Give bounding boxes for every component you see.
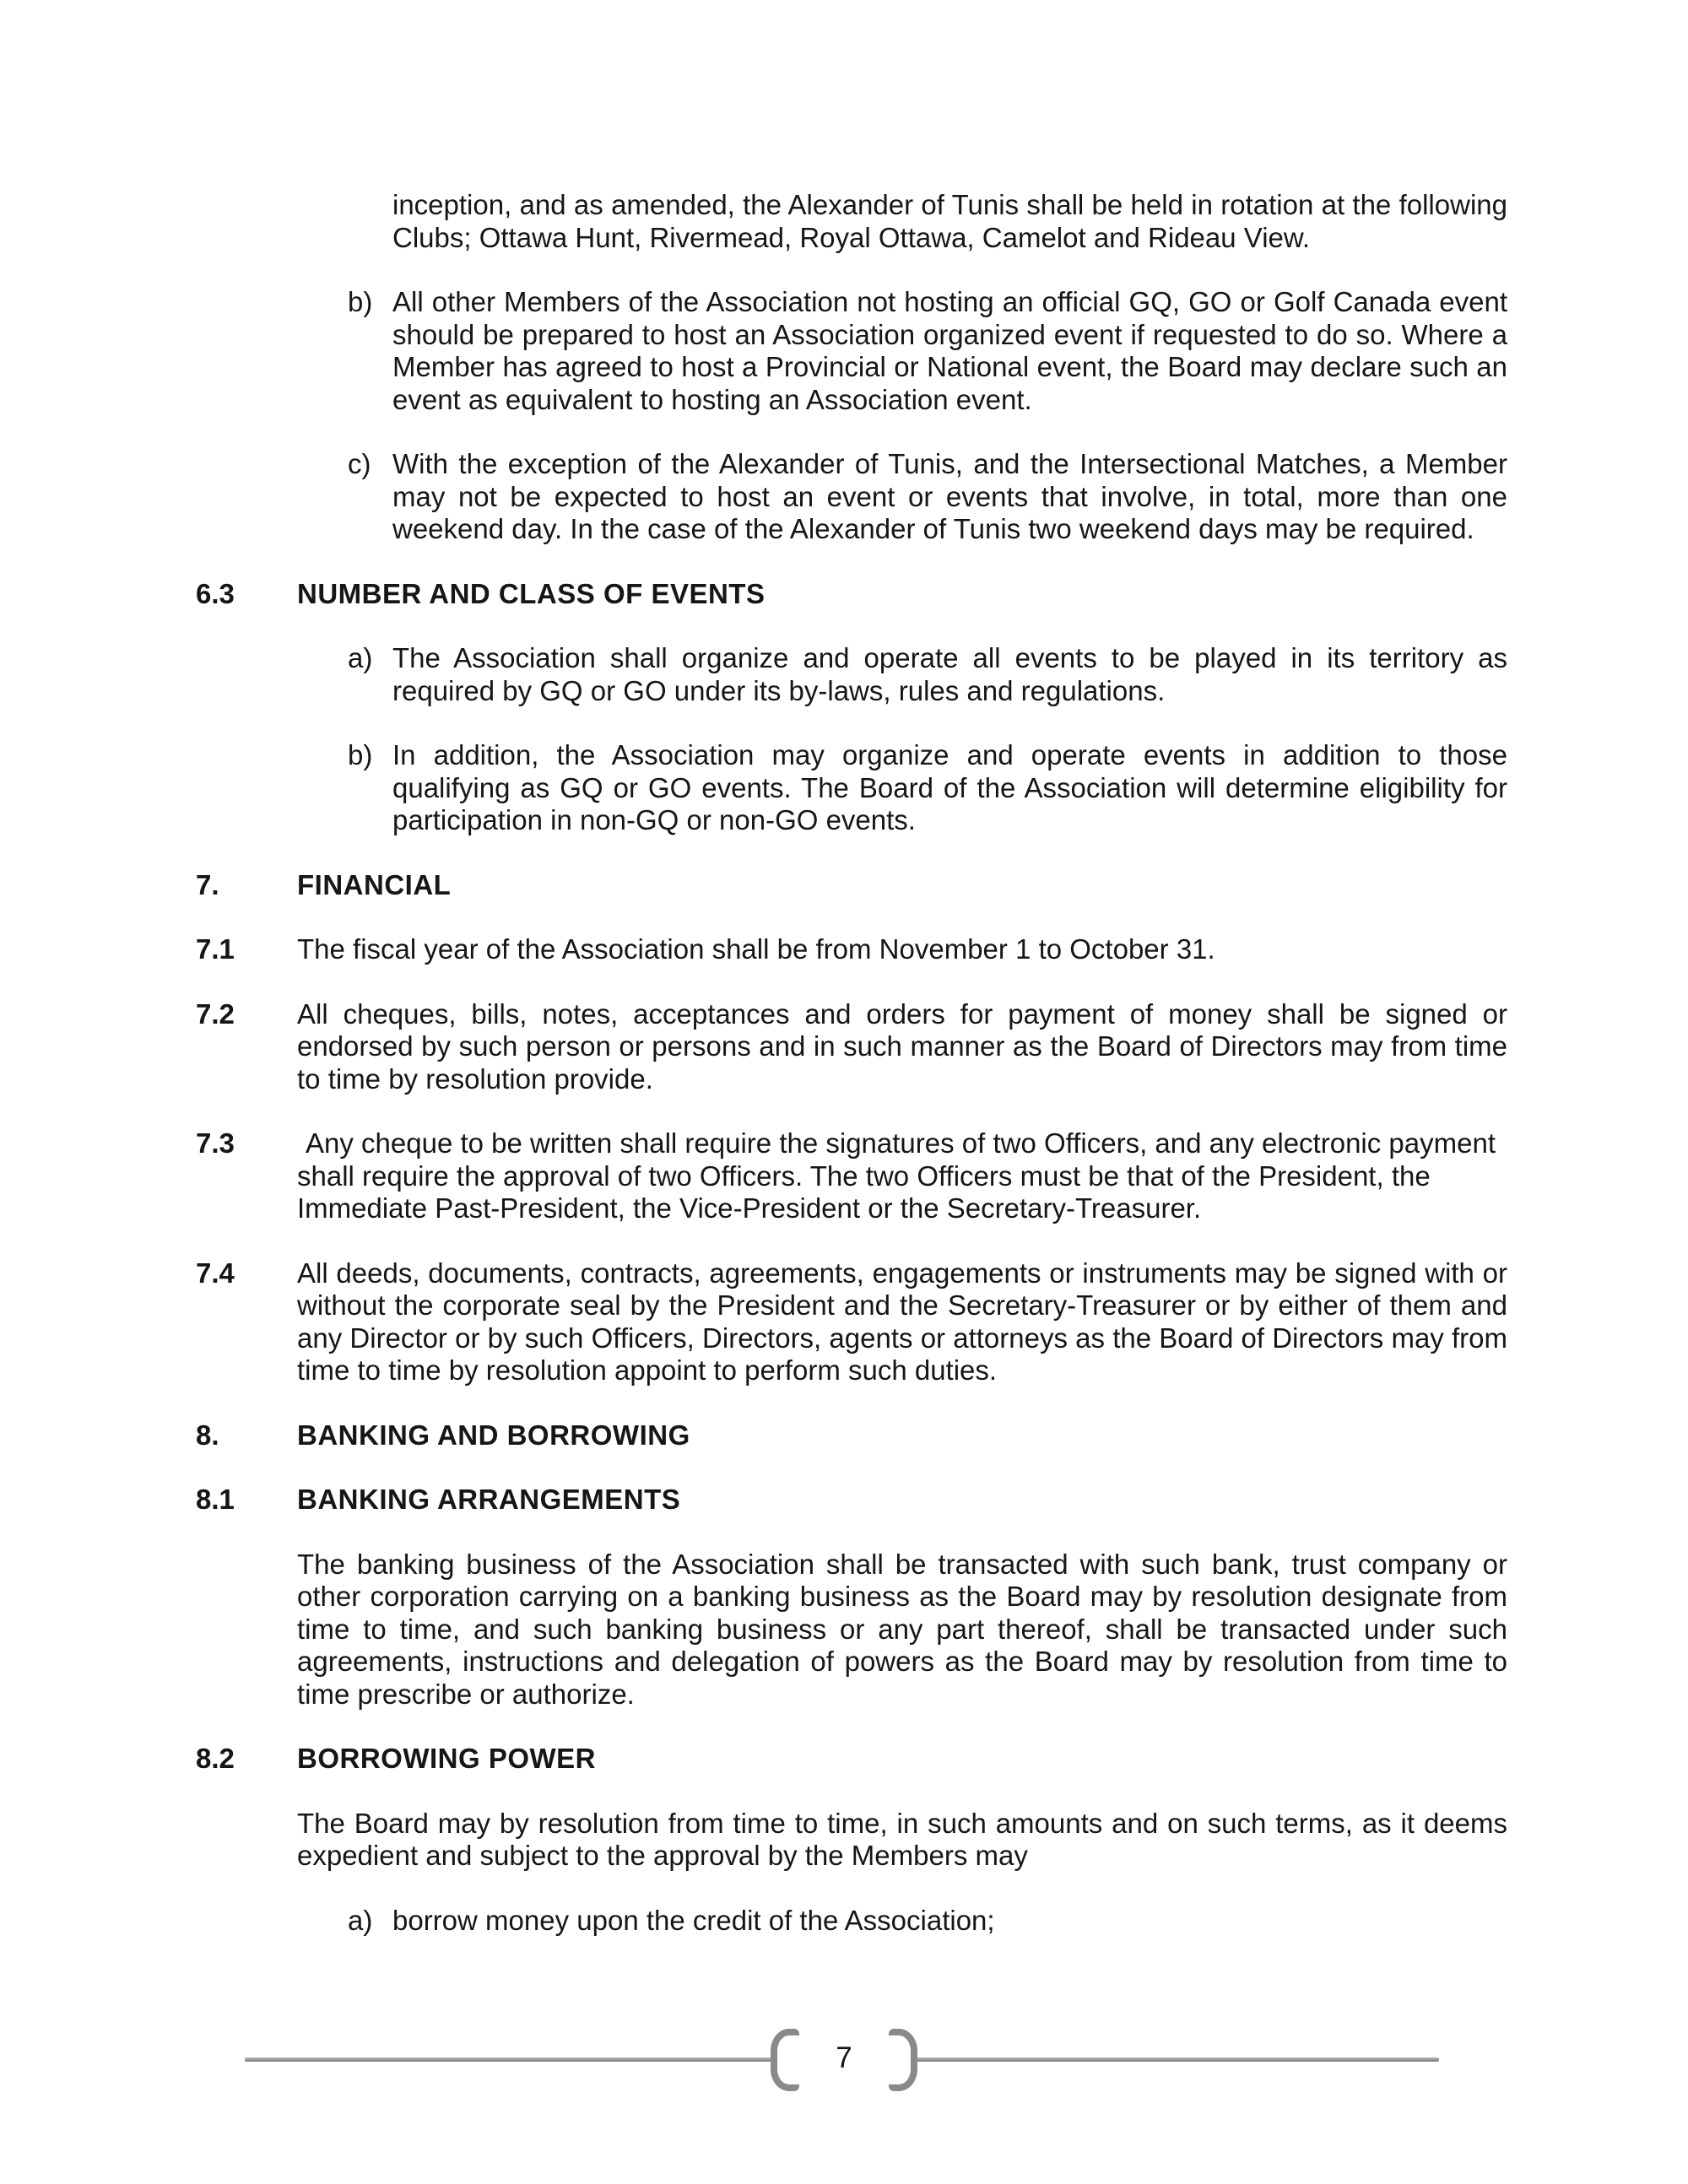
section-heading-text: FINANCIAL bbox=[297, 868, 452, 900]
list-item-text: The Association shall organize and operate all events to be played in its territory as required by GQ or GO under its by-laws, rules and regulations. bbox=[392, 642, 1507, 706]
page-number: 7 bbox=[836, 2041, 852, 2074]
paragraph-text: Any cheque to be written shall require the signatures of two Officers, and any electronic payment shall require the approval of two Officers. The two Officers must be that of the President, the Immediate Past-President, the Vice-President or the Secretary-Treasurer. bbox=[297, 1127, 1496, 1224]
section-heading bbox=[196, 578, 1507, 611]
section-heading bbox=[196, 1484, 1507, 1516]
paragraph-text: All deeds, documents, contracts, agreements, engagements or instruments may be signed with or without the corporate seal by the President and the Secretary-Treasurer or by either of them and any Director or by such Officers, Directors, agents or attorneys as the Board of Directors may from time to time by resolution appoint to perform such duties. bbox=[297, 1257, 1507, 1386]
section-heading-text: BORROWING POWER bbox=[297, 1743, 596, 1774]
footer-rule-right bbox=[916, 2057, 1439, 2062]
section-number-spacer bbox=[196, 1808, 297, 1873]
section-number-spacer bbox=[196, 1549, 297, 1711]
section-number: 7.3 bbox=[196, 1127, 235, 1159]
list-item-letter: b) bbox=[348, 739, 373, 770]
numbered-paragraph bbox=[196, 1127, 1507, 1225]
paragraph-text: The banking business of the Association shall be transacted with such bank, trust company or other corporation carrying on a banking business as the Board may by resolution designate from time to time, and such banking business or any part thereof, shall be transacted under such agreements, instructions and delegation of powers as the Board may by resolution from time to time prescribe or authorize. bbox=[297, 1548, 1507, 1710]
list-item-text: borrow money upon the credit of the Association; bbox=[392, 1904, 995, 1936]
section-number: 7.1 bbox=[196, 933, 235, 965]
list-item bbox=[196, 739, 1507, 837]
section-number-spacer bbox=[196, 189, 297, 254]
section-number-spacer bbox=[196, 286, 297, 416]
paragraph-text: inception, and as amended, the Alexander of Tunis shall be held in rotation at the following Clubs; Ottawa Hunt, Rivermead, Royal Ottawa, Camelot and Rideau View. bbox=[392, 189, 1507, 253]
list-item bbox=[196, 286, 1507, 416]
footer-bracket-left-icon bbox=[771, 2029, 799, 2091]
section-number: 8.1 bbox=[196, 1484, 235, 1515]
section-number: 7. bbox=[196, 868, 219, 900]
paragraph-text: The fiscal year of the Association shall be from November 1 to October 31. bbox=[297, 933, 1215, 965]
section-heading bbox=[196, 869, 1507, 902]
footer-bracket-right-icon bbox=[889, 2029, 917, 2091]
paragraph-text: The Board may by resolution from time to time, in such amounts and on such terms, as it deems expedient and subject to the approval by the Members may bbox=[297, 1807, 1507, 1871]
list-item-letter: b) bbox=[348, 286, 373, 317]
list-item bbox=[196, 1905, 1507, 1938]
section-heading-text: NUMBER AND CLASS OF EVENTS bbox=[297, 577, 766, 609]
section-number: 8.2 bbox=[196, 1743, 235, 1774]
list-item-letter: a) bbox=[348, 1904, 373, 1936]
section-number-spacer bbox=[196, 1905, 297, 1938]
numbered-paragraph bbox=[196, 933, 1507, 966]
paragraph-continuation bbox=[196, 189, 1507, 254]
section-heading-text: BANKING AND BORROWING bbox=[297, 1419, 690, 1451]
numbered-paragraph bbox=[196, 1257, 1507, 1387]
list-item bbox=[196, 642, 1507, 707]
list-item-letter: c) bbox=[348, 448, 371, 479]
paragraph bbox=[196, 1549, 1507, 1711]
section-number-spacer bbox=[196, 448, 297, 546]
section-number: 8. bbox=[196, 1419, 219, 1451]
section-number-spacer bbox=[196, 642, 297, 707]
paragraph bbox=[196, 1808, 1507, 1873]
paragraph-text: All cheques, bills, notes, acceptances and orders for payment of money shall be signed or endorsed by such person or persons and in such manner as the Board of Directors may from time to time by resolution provide. bbox=[297, 997, 1507, 1095]
section-heading bbox=[196, 1419, 1507, 1452]
section-number: 7.2 bbox=[196, 997, 235, 1030]
list-item-text: All other Members of the Association not hosting an official GQ, GO or Golf Canada event should be prepared to host an Association organized event if requested to do so. Where a Member has agreed to host a Provincial or National event, the Board may declare such an event as equivalent to hosting an Association event. bbox=[392, 286, 1507, 415]
list-item-text: With the exception of the Alexander of Tunis, and the Intersectional Matches, a Member may not be expected to host an event or events that involve, in total, more than one weekend day. In the case of the Alexander of Tunis two weekend days may be required. bbox=[392, 448, 1507, 544]
footer-rule-left bbox=[245, 2057, 772, 2062]
list-item-letter: a) bbox=[348, 642, 373, 673]
list-item bbox=[196, 448, 1507, 546]
list-item-text: In addition, the Association may organize and operate events in addition to those qualifying as GQ or GO events. The Board of the Association will determine eligibility for participation in non-GQ or non-GO events. bbox=[392, 739, 1507, 835]
section-number: 6.3 bbox=[196, 577, 235, 609]
numbered-paragraph bbox=[196, 998, 1507, 1096]
section-number-spacer bbox=[196, 739, 297, 837]
section-heading-text: BANKING ARRANGEMENTS bbox=[297, 1484, 681, 1515]
document-body bbox=[196, 189, 1507, 1969]
section-heading bbox=[196, 1743, 1507, 1776]
section-number: 7.4 bbox=[196, 1257, 235, 1289]
